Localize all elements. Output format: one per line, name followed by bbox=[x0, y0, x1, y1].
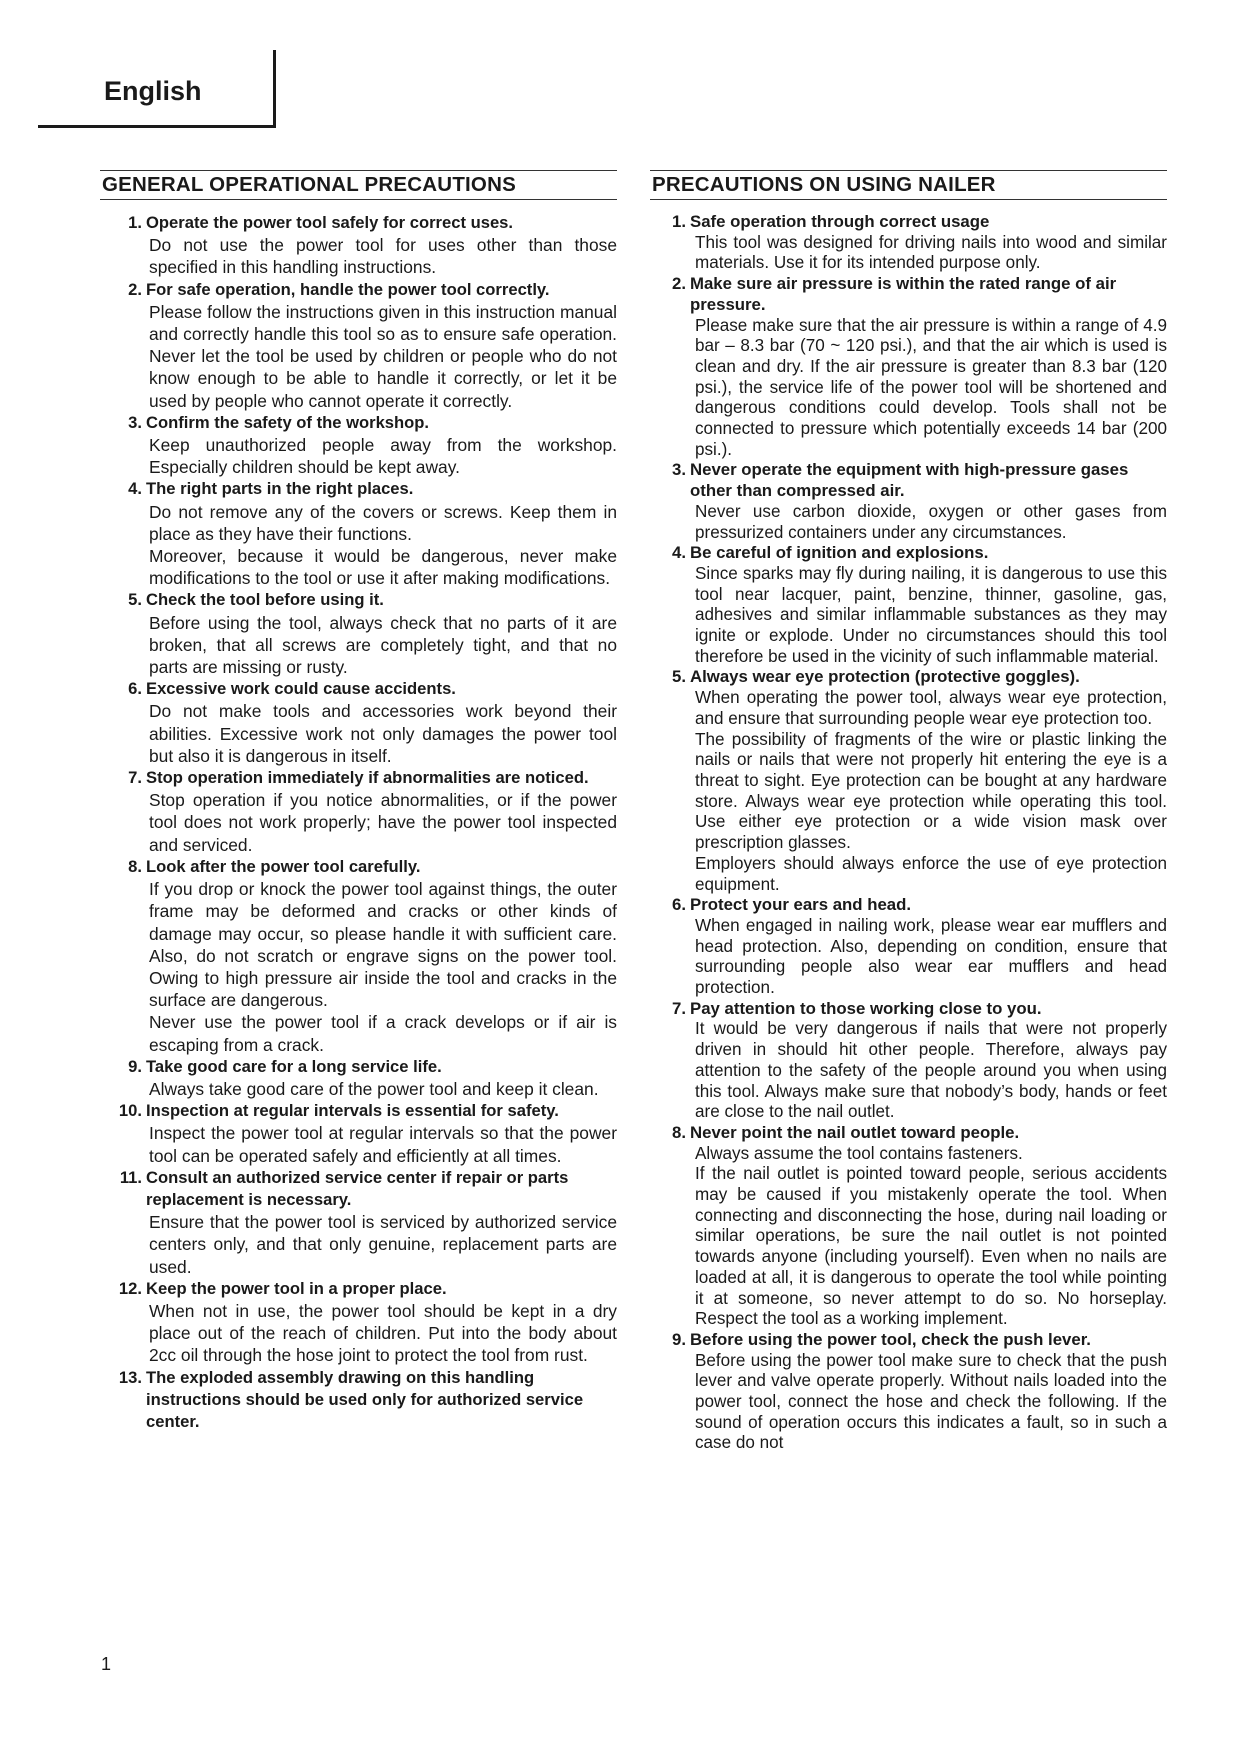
precaution-title bbox=[650, 543, 1167, 564]
precaution-item bbox=[100, 1367, 617, 1434]
precaution-item bbox=[650, 543, 1167, 667]
precaution-number: 7. bbox=[128, 768, 142, 788]
precaution-title-text: Operate the power tool safely for correct uses. bbox=[146, 213, 514, 232]
precaution-number: 3. bbox=[672, 460, 686, 480]
precaution-text: Do not make tools and accessories work beyond their abilities. Excessive work not only damages the power tool but also it is dangerous in itself. bbox=[149, 701, 617, 766]
precaution-number: 2. bbox=[128, 279, 142, 299]
precaution-number: 8. bbox=[128, 856, 142, 876]
precaution-title-text: Take good care for a long service life. bbox=[146, 1056, 442, 1076]
precaution-title bbox=[100, 589, 617, 611]
precaution-item bbox=[650, 895, 1167, 999]
nailer-precautions-column bbox=[650, 170, 1167, 1454]
precaution-text: Before using the tool, always check that no parts of it are broken, that all screws are completely tight, and that no parts are missing or rusty. bbox=[149, 612, 617, 678]
precaution-number: 9. bbox=[672, 1329, 686, 1349]
precaution-text: Always assume the tool contains fasteners. bbox=[695, 1143, 1023, 1163]
precaution-title-text: Never operate the equipment with high-pressure gases other than compressed air. bbox=[690, 460, 1129, 501]
precaution-item bbox=[100, 1278, 617, 1367]
precaution-number: 4. bbox=[128, 479, 142, 499]
precaution-item bbox=[650, 274, 1167, 460]
precaution-number: 1. bbox=[128, 213, 142, 232]
precaution-text: Do not use the power tool for uses other than those specified in this handling instructions. bbox=[149, 235, 617, 278]
precaution-item bbox=[100, 1056, 617, 1100]
precaution-title-text: The right parts in the right places. bbox=[146, 479, 414, 499]
precaution-number: 6. bbox=[672, 895, 686, 915]
precaution-number: 2. bbox=[672, 274, 686, 294]
precaution-text: Please follow the instructions given in this instruction manual and correctly handle this tool so as to ensure safe operation. Never let the tool be used by children or people who do not know enough to be able to handle it correctly, or let it be used by people who cannot operate it correctly. bbox=[149, 301, 617, 411]
precaution-title-text: The exploded assembly drawing on this handling instructions should be used only for authorized service center. bbox=[146, 1367, 584, 1431]
precaution-number: 5. bbox=[672, 667, 686, 687]
precaution-text: Employers should always enforce the use of eye protection equipment. bbox=[695, 853, 1167, 894]
precaution-item bbox=[100, 767, 617, 856]
precaution-text: Inspect the power tool at regular intervals so that the power tool can be operated safely and efficiently at all times. bbox=[149, 1123, 617, 1166]
precaution-number: 7. bbox=[672, 998, 686, 1018]
precaution-text: When not in use, the power tool should be kept in a dry place out of the reach of children. Put into the body about 2cc oil through the hose joint to protect the tool from rust. bbox=[149, 1300, 617, 1366]
precaution-item bbox=[100, 589, 617, 678]
precaution-title-text: Excessive work could cause accidents. bbox=[146, 679, 456, 699]
precaution-item bbox=[650, 212, 1167, 274]
precaution-text: If you drop or knock the power tool against things, the outer frame may be deformed and cracks or other kinds of damage may occur, so please handle it with sufficient care. Also, do not scratch or engrave signs on the power tool. Owing to high pressure air inside the tool and cracks in the surface are dangerous. bbox=[149, 879, 617, 1011]
precaution-title bbox=[100, 279, 617, 301]
precaution-title bbox=[100, 1056, 617, 1078]
precautions-list bbox=[650, 212, 1167, 1454]
precaution-item bbox=[650, 667, 1167, 895]
section-heading: PRECAUTIONS ON USING NAILER bbox=[650, 170, 1167, 200]
precaution-item bbox=[100, 279, 617, 412]
precaution-title-text: Look after the power tool carefully. bbox=[146, 856, 421, 876]
precaution-item bbox=[650, 1330, 1167, 1454]
precaution-title bbox=[650, 999, 1167, 1020]
precaution-title-text: Pay attention to those working close to you. bbox=[690, 998, 1042, 1018]
precaution-title bbox=[650, 460, 1167, 501]
precaution-text: If the nail outlet is pointed toward people, serious accidents may be caused if you mistakenly operate the tool. When connecting and disconnecting the hose, during nail loading or similar operations, be sure the nail outlet is not pointed towards anyone (including yourself). Even when no nails are loaded at all, it is dangerous to operate the tool while pointing it at someone, so never attempt to do so. No horseplay. Respect the tool as a working implement. bbox=[695, 1164, 1167, 1329]
precaution-title-text: Check the tool before using it. bbox=[146, 590, 384, 610]
precaution-text: Always take good care of the power tool and keep it clean. bbox=[149, 1078, 599, 1099]
precaution-item bbox=[650, 999, 1167, 1123]
precaution-title bbox=[650, 212, 1167, 233]
precaution-item bbox=[100, 212, 617, 279]
precaution-number: 11. bbox=[119, 1167, 142, 1187]
precaution-title bbox=[100, 412, 617, 434]
precaution-title bbox=[100, 678, 617, 700]
precaution-text: Never use carbon dioxide, oxygen or other gases from pressurized containers under any circumstances. bbox=[695, 501, 1167, 542]
precaution-title-text: Stop operation immediately if abnormalities are noticed. bbox=[146, 768, 589, 788]
precaution-text: Ensure that the power tool is serviced by authorized service centers only, and that only genuine, replacement parts are used. bbox=[149, 1212, 617, 1277]
precaution-text: Do not remove any of the covers or screws. Keep them in place as they have their functions. bbox=[149, 501, 617, 544]
precaution-title bbox=[100, 1278, 617, 1300]
precaution-text: Please make sure that the air pressure is within a range of 4.9 bar – 8.3 bar (70 ~ 120 psi.), and that the air which is used is clean and dry. If the air pressure is greater than 8.3 bar (120 psi.), the service life of the power tool will be shortened and dangerous conditions could develop. Tools shall not be connected to pressure which potentially exceeds 14 bar (200 psi.). bbox=[695, 315, 1167, 459]
language-label: English bbox=[104, 76, 202, 106]
precaution-item bbox=[650, 1123, 1167, 1330]
precaution-title-text: Keep the power tool in a proper place. bbox=[146, 1278, 447, 1298]
precaution-title bbox=[650, 667, 1167, 688]
precaution-title bbox=[650, 274, 1167, 315]
precautions-list bbox=[100, 212, 617, 1433]
precaution-text: It would be very dangerous if nails that were not properly driven in should hit other people. Therefore, always pay attention to the safety of the people around you when using this tool. Always make sure that nobody’s body, hands or feet are close to the nail outlet. bbox=[695, 1019, 1167, 1122]
precaution-number: 4. bbox=[672, 543, 686, 563]
precaution-text: Moreover, because it would be dangerous, never make modifications to the tool or use it after making modifications. bbox=[149, 546, 617, 589]
precaution-title-text: For safe operation, handle the power tool correctly. bbox=[146, 279, 550, 299]
section-heading: GENERAL OPERATIONAL PRECAUTIONS bbox=[100, 170, 617, 200]
precaution-title-text: Never point the nail outlet toward people. bbox=[690, 1122, 1020, 1142]
precaution-number: 13. bbox=[118, 1367, 142, 1387]
precaution-title-text: Before using the power tool, check the push lever. bbox=[690, 1329, 1091, 1349]
precaution-number: 3. bbox=[128, 412, 142, 432]
precaution-number: 1. bbox=[672, 212, 686, 231]
precaution-title bbox=[100, 478, 617, 500]
precaution-item bbox=[100, 412, 617, 479]
precaution-text: Before using the power tool make sure to check that the push lever and valve operate properly. Without nails loaded into the power tool, connect the hose and check the following. If the sound of operation occurs this indicates a fault, so in such a case do not bbox=[695, 1350, 1167, 1453]
precaution-text: Never use the power tool if a crack develops or if air is escaping from a crack. bbox=[149, 1012, 617, 1055]
precaution-title bbox=[100, 1167, 617, 1211]
precaution-title-text: Confirm the safety of the workshop. bbox=[146, 412, 430, 432]
precaution-title bbox=[100, 1100, 617, 1122]
precaution-text: When operating the power tool, always wear eye protection, and ensure that surrounding people wear eye protection too. bbox=[695, 688, 1167, 728]
precaution-item bbox=[100, 856, 617, 1056]
precaution-item bbox=[650, 460, 1167, 543]
precaution-number: 8. bbox=[672, 1122, 686, 1142]
precaution-item bbox=[100, 678, 617, 767]
precaution-text: The possibility of fragments of the wire or plastic linking the nails or nails that were not properly hit entering the eye is a threat to sight. Eye protection can be bought at any hardware store. Always wear eye protection while operating this tool. Use either eye protection or a wide vision mask over prescription glasses. bbox=[695, 729, 1167, 853]
precaution-title bbox=[650, 895, 1167, 916]
precaution-title-text: Be careful of ignition and explosions. bbox=[690, 543, 989, 563]
precaution-title-text: Make sure air pressure is within the rated range of air pressure. bbox=[690, 274, 1117, 314]
precaution-title-text: Inspection at regular intervals is essential for safety. bbox=[146, 1101, 559, 1121]
precaution-item bbox=[100, 1100, 617, 1167]
precaution-title-text: Consult an authorized service center if repair or parts replacement is necessary. bbox=[146, 1167, 569, 1209]
precaution-text: This tool was designed for driving nails into wood and similar materials. Use it for its intended purpose only. bbox=[695, 232, 1167, 273]
precaution-text: When engaged in nailing work, please wear ear mufflers and head protection. Also, depending on condition, ensure that surrounding people also wear ear mufflers and head protection. bbox=[695, 915, 1167, 998]
precaution-number: 5. bbox=[128, 590, 142, 610]
precaution-text: Stop operation if you notice abnormalities, or if the power tool does not work properly; have the power tool inspected and serviced. bbox=[149, 790, 617, 855]
general-precautions-column bbox=[100, 170, 617, 1433]
language-tab bbox=[38, 50, 276, 128]
precaution-title bbox=[100, 767, 617, 789]
precaution-title bbox=[650, 1330, 1167, 1351]
precaution-title-text: Always wear eye protection (protective goggles). bbox=[690, 667, 1080, 687]
page-number: 1 bbox=[101, 1654, 112, 1674]
precaution-number: 10. bbox=[118, 1101, 142, 1121]
precaution-title bbox=[100, 212, 617, 234]
precaution-title bbox=[100, 1367, 617, 1434]
precaution-title bbox=[650, 1123, 1167, 1144]
precaution-number: 12. bbox=[118, 1278, 142, 1298]
precaution-number: 6. bbox=[128, 679, 142, 699]
precaution-title-text: Safe operation through correct usage bbox=[690, 212, 990, 231]
precaution-item bbox=[100, 1167, 617, 1278]
precaution-item bbox=[100, 478, 617, 589]
precaution-text: Since sparks may fly during nailing, it is dangerous to use this tool near lacquer, paint, benzine, thinner, gasoline, gas, adhesives and similar inflammable substances as they may ignite or explode. Under no circumstances should this tool therefore be used in the vicinity of such inflammable material. bbox=[695, 563, 1167, 666]
precaution-number: 9. bbox=[128, 1056, 142, 1076]
precaution-title bbox=[100, 856, 617, 878]
precaution-text: Keep unauthorized people away from the workshop. Especially children should be kept away. bbox=[149, 435, 617, 478]
precaution-title-text: Protect your ears and head. bbox=[690, 895, 912, 915]
